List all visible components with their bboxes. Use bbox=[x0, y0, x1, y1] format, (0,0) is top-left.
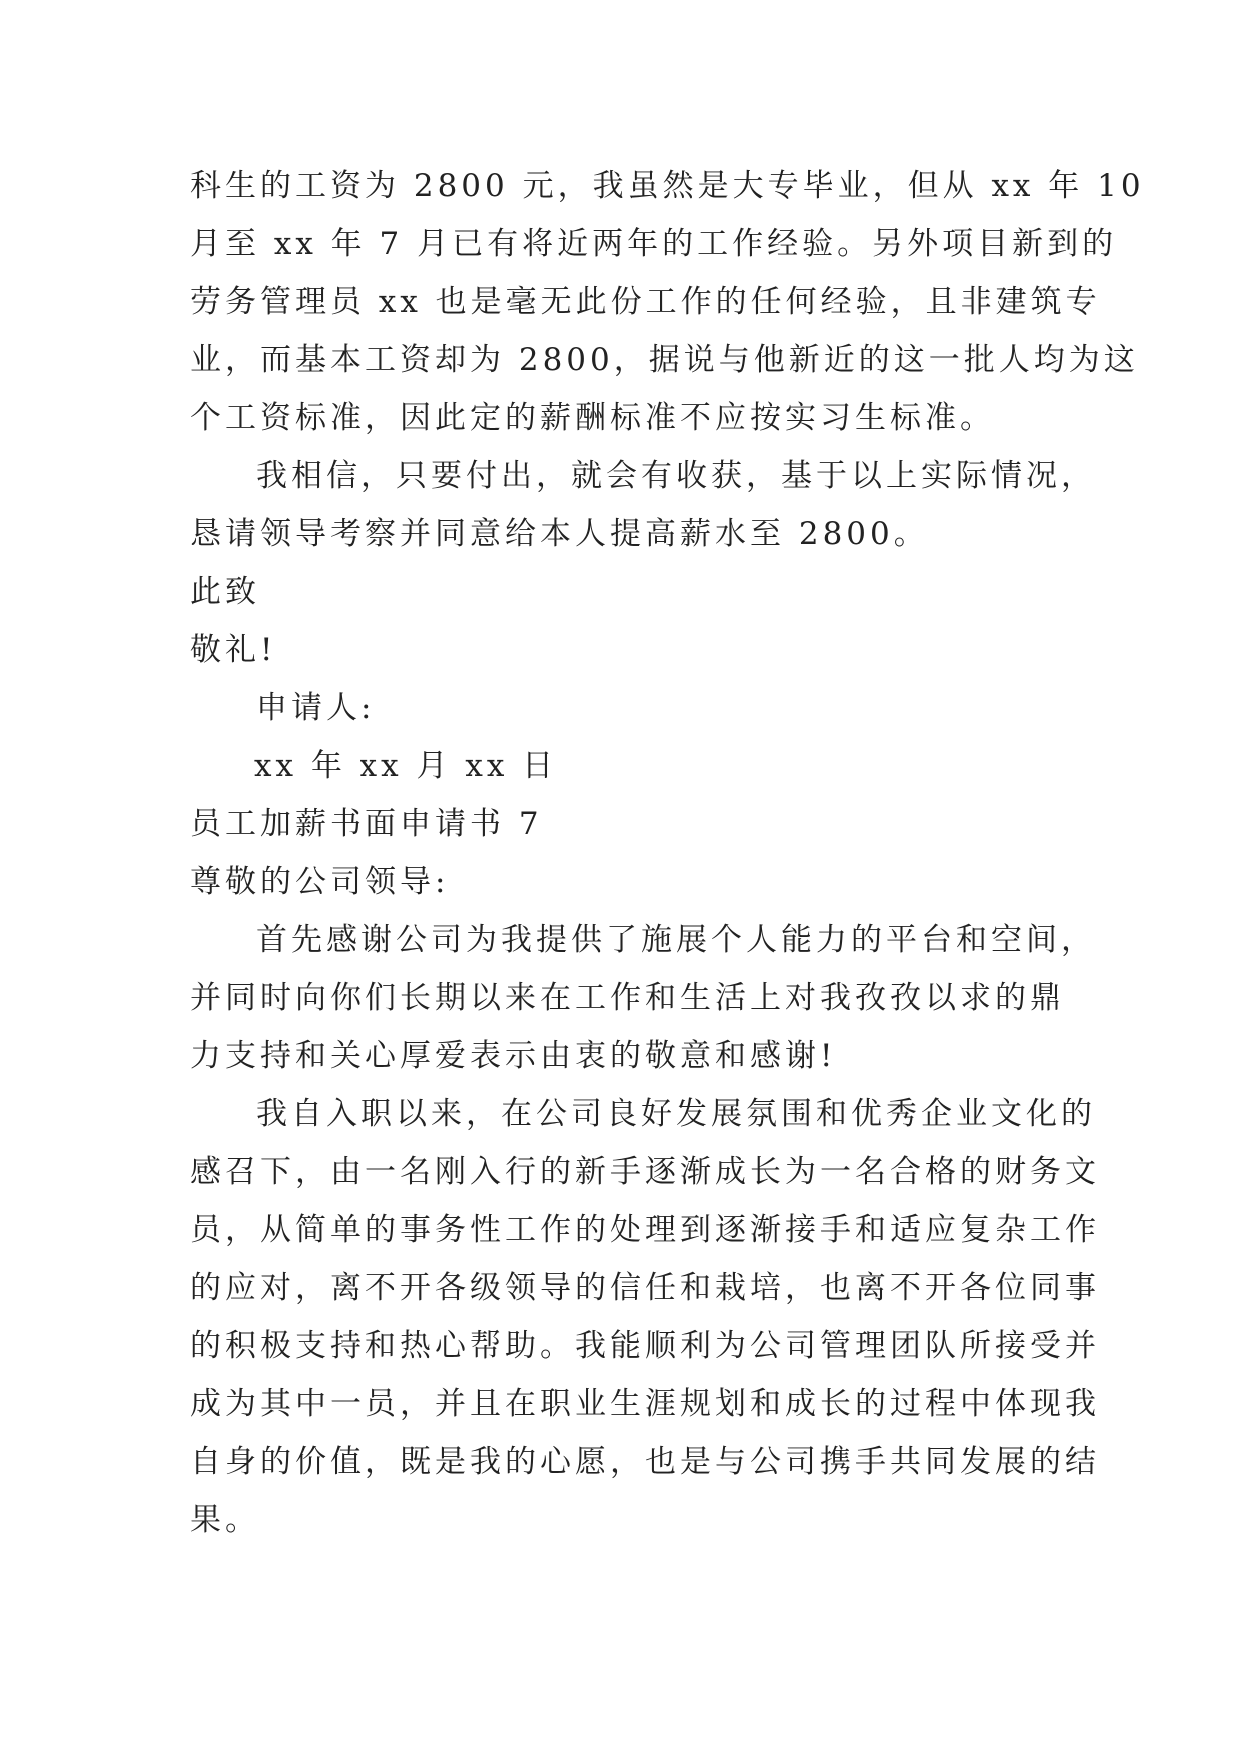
paragraph-line: 科生的工资为 2800 元，我虽然是大专毕业，但从 xx 年 10 bbox=[190, 168, 1145, 204]
paragraph-line: 自身的价值，既是我的心愿，也是与公司携手共同发展的结 bbox=[190, 1444, 1100, 1480]
date-line: xx 年 xx 月 xx 日 bbox=[254, 748, 558, 784]
paragraph-line: 感召下，由一名刚入行的新手逐渐成长为一名合格的财务文 bbox=[190, 1154, 1100, 1190]
paragraph-line: 我自入职以来，在公司良好发展氛围和优秀企业文化的 bbox=[256, 1096, 1096, 1132]
section-title: 员工加薪书面申请书 7 bbox=[190, 806, 543, 842]
paragraph-line: 月至 xx 年 7 月已有将近两年的工作经验。另外项目新到的 bbox=[190, 226, 1118, 262]
greeting: 尊敬的公司领导: bbox=[190, 864, 450, 900]
paragraph-line: 首先感谢公司为我提供了施展个人能力的平台和空间， bbox=[256, 922, 1096, 958]
paragraph-line: 的积极支持和热心帮助。我能顺利为公司管理团队所接受并 bbox=[190, 1328, 1100, 1364]
paragraph-line: 业，而基本工资却为 2800，据说与他新近的这一批人均为这 bbox=[190, 342, 1139, 378]
paragraph-line: 我相信，只要付出，就会有收获，基于以上实际情况， bbox=[256, 458, 1096, 494]
paragraph-line: 个工资标准，因此定的薪酬标准不应按实习生标准。 bbox=[190, 400, 995, 436]
closing-salutation: 此致 bbox=[190, 574, 260, 610]
closing-regards: 敬礼! bbox=[190, 632, 277, 668]
paragraph-line: 果。 bbox=[190, 1502, 260, 1538]
paragraph-line: 恳请领导考察并同意给本人提高薪水至 2800。 bbox=[190, 516, 929, 552]
paragraph-line: 成为其中一员，并且在职业生涯规划和成长的过程中体现我 bbox=[190, 1386, 1100, 1422]
applicant-label: 申请人: bbox=[256, 690, 376, 726]
paragraph-line: 并同时向你们长期以来在工作和生活上对我孜孜以求的鼎 bbox=[190, 980, 1065, 1016]
paragraph-line: 劳务管理员 xx 也是毫无此份工作的任何经验，且非建筑专 bbox=[190, 284, 1101, 320]
paragraph-line: 力支持和关心厚爱表示由衷的敬意和感谢! bbox=[190, 1038, 837, 1074]
paragraph-line: 员，从简单的事务性工作的处理到逐渐接手和适应复杂工作 bbox=[190, 1212, 1100, 1248]
paragraph-line: 的应对，离不开各级领导的信任和栽培，也离不开各位同事 bbox=[190, 1270, 1100, 1306]
